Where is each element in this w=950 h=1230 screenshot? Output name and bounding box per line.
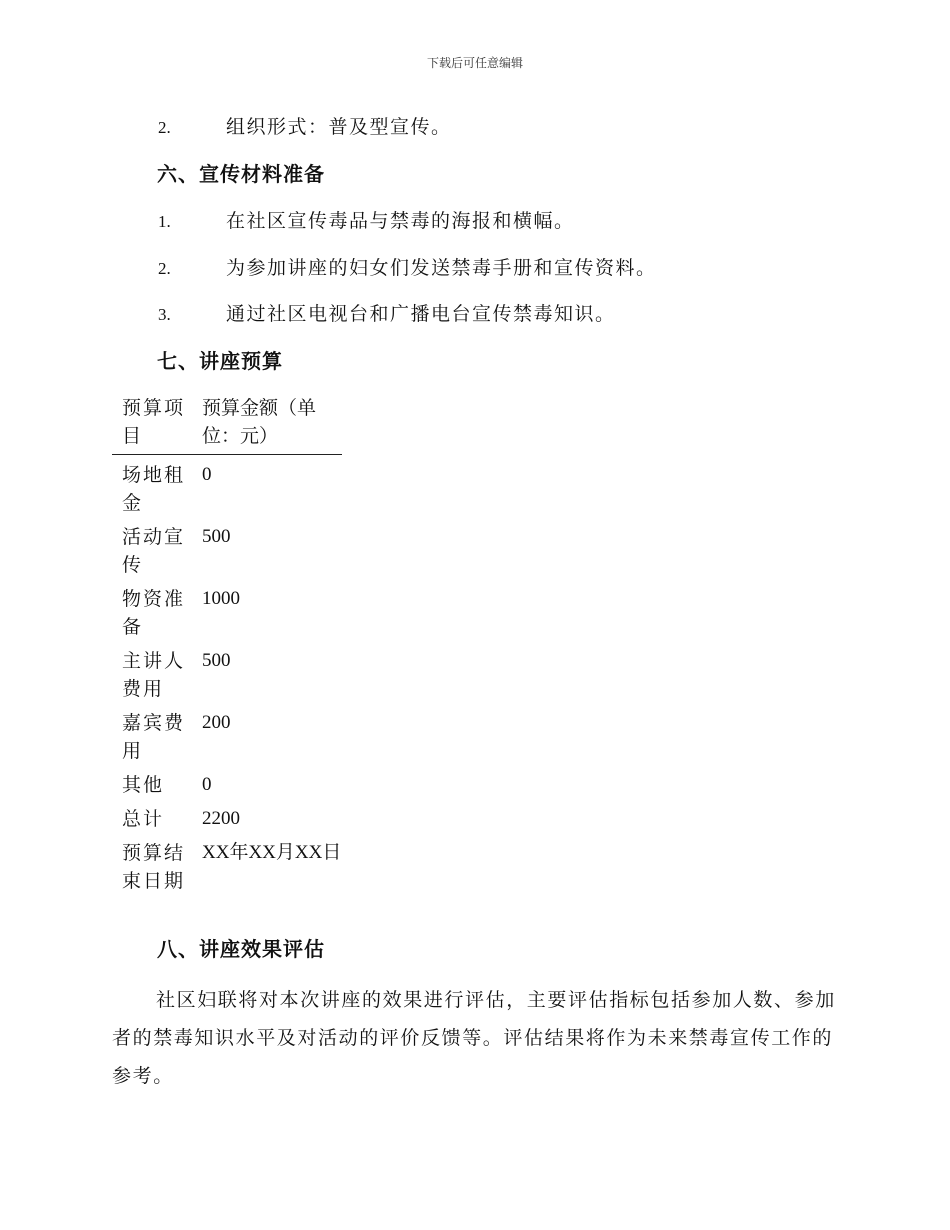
section-heading-materials: 六、宣传材料准备 [157,162,325,186]
budget-amount-cell: 500 [202,650,231,671]
budget-amount-cell: XX年XX月XX日 [202,842,342,863]
list-item [158,254,657,282]
section-heading-evaluation: 八、讲座效果评估 [157,937,325,961]
table-row [112,641,342,703]
budget-item-cell: 物资准备 [122,588,186,638]
budget-item-cell: 嘉宾费用 [122,712,186,762]
table-row [112,455,342,518]
table-row [112,833,342,895]
budget-item-cell: 总计 [122,808,165,830]
list-item [158,207,575,235]
budget-amount-cell: 1000 [202,588,240,609]
table-header-row [112,394,342,455]
list-text: 在社区宣传毒品与禁毒的海报和横幅。 [226,210,575,232]
budget-item-cell: 预算结束日期 [122,842,186,892]
list-item [158,300,616,328]
evaluation-paragraph: 社区妇联将对本次讲座的效果进行评估，主要评估指标包括参加人数、参加者的禁毒知识水平及对活动的评价反馈等。评估结果将作为未来禁毒宣传工作的参考。 [112,989,836,1087]
table-row [112,799,342,833]
list-text: 为参加讲座的妇女们发送禁毒手册和宣传资料。 [226,257,657,279]
page-header: 下载后可任意编辑 [426,56,523,70]
column-header-amount: 预算金额（单位：元） [202,397,317,447]
budget-item-cell: 场地租金 [122,464,186,514]
list-number: 1. [158,212,171,231]
column-header-item: 预算项目 [122,397,186,447]
list-number: 2. [158,118,171,137]
list-text: 组织形式：普及型宣传。 [226,116,452,138]
list-text: 通过社区电视台和广播电台宣传禁毒知识。 [226,303,616,325]
budget-amount-cell: 500 [202,526,231,547]
budget-amount-cell: 2200 [202,808,240,829]
budget-amount-cell: 0 [202,464,212,485]
budget-amount-cell: 200 [202,712,231,733]
budget-item-cell: 其他 [122,774,165,796]
budget-amount-cell: 0 [202,774,212,795]
table-row [112,703,342,765]
budget-item-cell: 活动宣传 [122,526,186,576]
table-row [112,517,342,579]
table-row [112,579,342,641]
section-heading-budget: 七、讲座预算 [157,349,283,373]
list-number: 3. [158,305,171,324]
budget-table [112,394,342,895]
list-number: 2. [158,259,171,278]
table-row [112,765,342,799]
list-item [158,113,452,141]
budget-item-cell: 主讲人费用 [122,650,186,700]
